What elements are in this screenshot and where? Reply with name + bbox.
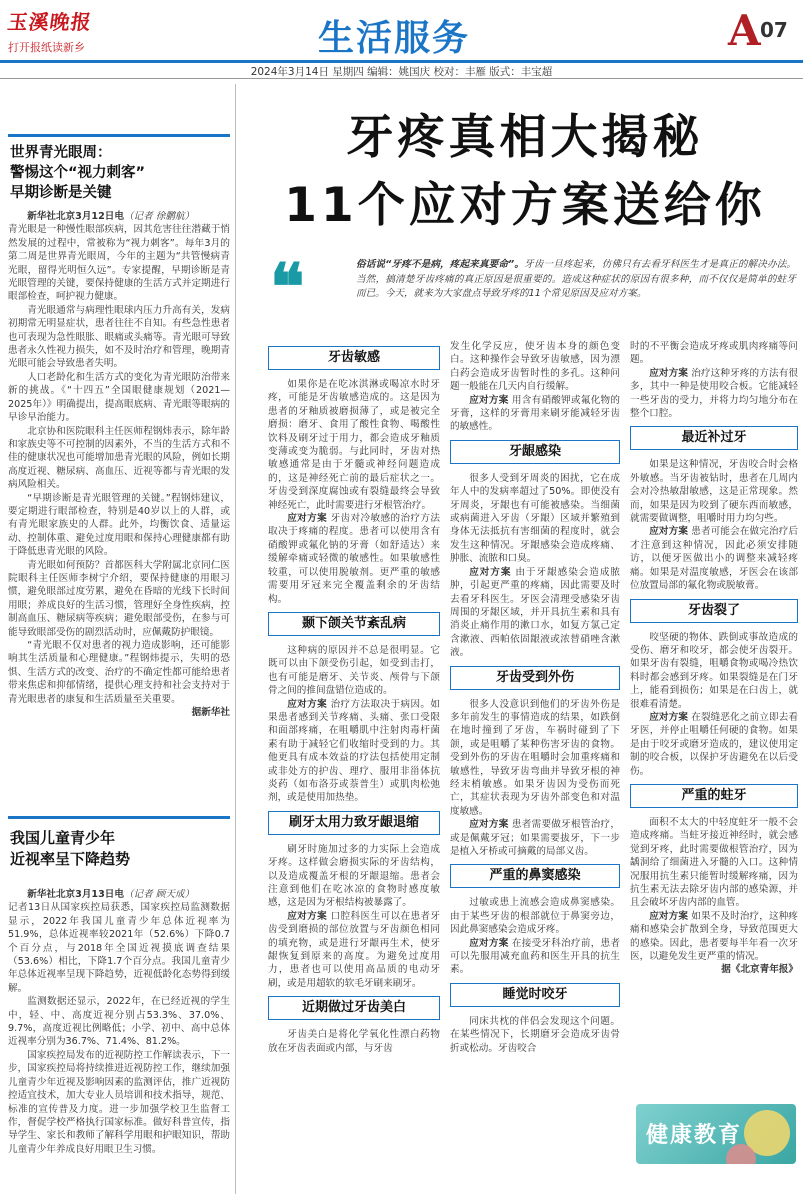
remedy-label: 应对方案: [649, 711, 689, 723]
paragraph: 发生化学反应，使牙齿本身的颜色变白。这种操作会导致牙齿敏感，因为漂白药会造成牙齿暂时性的多孔。这种问题一般能在几天内自行缓解。: [450, 341, 620, 393]
paragraph: 面积不太大的中轻度蛀牙一般不会造成疼痛。当蛀牙接近神经时，就会感觉到牙疼，此时需要做根管治疗，因为龋洞给了细菌进入牙髓的入口。这种情况服用抗生素只能暂时缓解疼痛，因为抗生素无法去除牙齿内部的感染源，并且会破坏牙齿内部的血管。: [630, 816, 798, 909]
main-column-1: [268, 340, 440, 1055]
paragraph: 北京协和医院眼科主任医师程钢炜表示，除年龄和家族史等不可控制的因素外，不当的生活方式和不佳的健康状况也可能增加患青光眼的风险，例如长期高度近视、糖尿病、高血压、近视等都与青光眼的发病风险相关。: [8, 425, 230, 491]
remedy-text: 患者可能会在做完治疗后才注意到这种情况，因此必须安排随访，以便牙医做出小的调整来减轻疼痛。如果是对温度敏感，牙医会在该部位放置局部的氟化物或脱敏膏。: [630, 526, 799, 592]
header-divider: [0, 78, 803, 79]
paragraph: 过敏或患上流感会造成鼻窦感染。由于某些牙齿的根部就位于鼻窦旁边，因此鼻窦感染会造成牙疼。: [450, 897, 620, 936]
left-column: [8, 88, 230, 1194]
paragraph: 这种病的原因并不总是很明显。它既可以由下颌受伤引起，如受到击打，也有可能是磨牙、关节炎、颅骨与下颌骨之间的推间盘错位造成的。: [268, 644, 440, 697]
page-letter: A: [728, 6, 761, 55]
myopia-article-title[interactable]: [10, 828, 230, 870]
subhead-cracked-tooth: 牙齿裂了: [630, 599, 798, 623]
headline-line: 牙疼真相大揭秘: [346, 110, 704, 165]
intro-rest: 牙齿一旦疼起来，仿佛只有去看牙科医生才是真正的解决办法。当然，搞清楚牙齿疼痛的真正原因是很重要的。造成这种症状的原因有很多种，而不仅仅是简单的蛀牙而已。今天，就来为大家盘点导致牙疼的11个常见原因及应对方案。: [356, 259, 797, 299]
remedy-label: 应对方案: [287, 513, 328, 525]
remedy-text: 治疗方法取决于病因。如果患者感到关节疼痛、头痛、张口受限和面部疼痛，在咀嚼肌中注射肉毒杆菌素有助于减轻它们收缩时受到的力。其他更具有成本效益的疗法包括使用定制或非处方的护齿、理疗、服用非甾体抗炎药（如布洛芬或萘普生）或肌肉松弛剂，或是使用加热垫。: [268, 698, 441, 804]
paragraph: 青光眼如何预防？首都医科大学附属北京同仁医院眼科主任医师李树宁介绍，要保持健康的用眼习惯，避免眼部过度劳累，避免在昏暗的光线下长时间用眼；养成良好的生活习惯，管理好全身性疾病，控制高血压、糖尿病等疾病；避免眼部受伤，在参与可能导致眼部受伤的剧烈活动时，应佩戴防护眼镜。: [8, 559, 230, 638]
remedy-text: 牙齿对冷敏感的治疗方法取决于疼痛的程度。患者可以使用含有硝酸钾或氟化钠的牙膏（如舒适达）来缓解牵痛或轻微的敏感性。如果敏感性较重，可以使用脱敏剂。更严重的敏感需要用牙冠来完全覆盖剩余的牙齿结构。: [268, 513, 441, 605]
title-line: 警惕这个“视力刺客”: [10, 165, 146, 181]
byline-reporter: （记者 顾天成）: [123, 889, 195, 900]
subhead-sinus-infection: 严重的鼻窦感染: [450, 864, 620, 888]
intro-quote: 俗话说“牙疼不是病，疼起来真要命”。: [356, 259, 525, 270]
article-source: 据《北京青年报》: [721, 964, 798, 976]
paragraph: [268, 512, 440, 606]
paragraph: [268, 910, 440, 990]
paragraph: 刷牙时施加过多的力实际上会造成牙疼。这样做会磨损实际的牙齿结构，以及造成覆盖牙根的牙龈退缩。患者会注意到他们在吃冰凉的食物时感度敏感，这是因为牙根结构被暴露了。: [268, 843, 440, 909]
remedy-label: 应对方案: [649, 367, 689, 379]
paragraph: [268, 698, 440, 805]
paragraph: 国家疾控局发布的近视防控工作解读表示，下一步，国家疾控局将持续推进近视防控工作，继续加强儿童青少年近视及影响因素的监测评估，推广近视防控适宜技术，加大专业人员培训和技术指导，规范、标准的宣传普及力度。进一步加强学校卫生监督工作，督促学校严格执行国家标准。做好科普宣传，指导学生、家长和教师了解科学用眼和护眼知识，帮助儿童青少年养成良好用眼卫生习惯。: [8, 1049, 230, 1155]
article-rule: [8, 816, 230, 819]
title-line: 早期诊断是关键: [10, 185, 112, 201]
main-column-3: [630, 340, 798, 977]
paragraph: 如果你是在吃冰淇淋或喝凉水时牙疼，可能是牙齿敏感造成的。这是因为患者的牙釉质被磨损薄了，或是被完全磨损：磨牙、食用了酸性食物、喝酸性饮料及刷牙过于用力，都会造成牙釉质变薄或变为脆弱。与此同时，牙齿对热敏感通常是由于牙髓或神经问题造成的，这是神经死亡前的最后症状之一。牙齿受到深度腐蚀或有裂缝最终会导致神经死亡，此时需要进行牙根管治疗。: [268, 379, 440, 511]
paragraph: [450, 394, 620, 434]
subhead-tooth-sensitivity: 牙齿敏感: [268, 346, 440, 370]
paragraph: 青光眼通常与病理性眼球内压力升高有关，发病初期常无明显症状，患者往往不自知。有些急性患者也可表现为急性眼胀、眼痛或头痛等。青光眼可导致患者永久性视力损失，如不及时治疗和管理，晚期青光眼可能会导致患者失明。: [8, 304, 230, 370]
main-column-2: [450, 340, 620, 1055]
paragraph: 很多人受到牙周炎的困扰，它在成年人中的发病率超过了50%。即使没有牙周炎，牙龈也有可能被感染。当细菌或病菌进入牙齿（牙龈）区域并繁殖到身体无法抵抗有害细菌的程度时，就会发生这种情况。牙龈感染会造成疼痛、肿胀、流脓和口臭。: [450, 472, 620, 565]
paragraph: [630, 910, 798, 964]
remedy-text: 在接受牙科治疗前，患者可以先服用减充血药和医生开具的抗生素。: [450, 937, 620, 976]
byline-source: 新华社北京3月13日电: [27, 889, 124, 900]
logo-slogan: 打开报纸读新乡: [8, 41, 85, 54]
remedy-label: 应对方案: [469, 819, 509, 831]
remedy-label: 应对方案: [469, 937, 509, 949]
paragraph: [630, 367, 798, 421]
paragraph: 如果是这种情况，牙齿咬合时会格外敏感。当牙齿被钻时，患者在几周内会对冷热敏甜敏感，这是正常现象。然而，如果是因为咬到了硬东西而敏感，就需要做调整，咀嚼时用力均匀些。: [630, 459, 798, 525]
health-education-badge: [636, 1104, 796, 1164]
byline-reporter: （记者 徐鹏航）: [123, 211, 195, 222]
paragraph: [450, 937, 620, 977]
subhead-tooth-trauma: 牙齿受到外伤: [450, 666, 620, 690]
paragraph: 同床共枕的伴侣会发现这个问题。在某些情况下，长期磨牙会造成牙齿骨折或松动。牙齿咬合: [450, 1015, 620, 1054]
paragraph: 时的不平衡会造成牙疼或肌肉疼痛等问题。: [630, 341, 798, 366]
paragraph: 牙齿美白是将化学氧化性漂白药物放在牙齿表面或内部，与牙齿: [268, 1029, 440, 1054]
title-line: 世界青光眼周：: [10, 145, 112, 161]
main-headline[interactable]: [250, 108, 800, 236]
remedy-label: 应对方案: [287, 910, 328, 922]
subhead-brushing: 刷牙太用力致牙龈退缩: [268, 811, 440, 835]
remedy-label: 应对方案: [287, 698, 328, 710]
paragraph: 监测数据还显示，2022年，在已经近视的学生中，轻、中、高度近视分别占53.3%、37.0%、9.7%，高度近视比例略低；小学、初中、高中总体近视率分别为36.7%、71.4%、81.2%。: [8, 996, 230, 1048]
page-number: 07: [760, 18, 788, 42]
column-divider: [235, 84, 236, 1194]
myopia-article-body: [8, 888, 230, 1156]
title-line: 近视率呈下降趋势: [10, 850, 131, 868]
masthead: [0, 0, 803, 80]
article-source: 据新华社: [191, 707, 230, 719]
paragraph: [450, 818, 620, 858]
paragraph: 青光眼是一种慢性眼部疾病，因其危害往往潜藏于悄然发展的过程中，常被称为“视力刺客”。每年3月的第二周是世界青光眼周，今年的主题为“共管慢病青光眼，留得光明恒久远”。专家提醒，早期诊断是青光眼管理的关键，要保持健康的生活方式并定期进行眼部检查，呵护视力健康。: [8, 224, 230, 303]
logo-text: 玉溪晚报: [6, 10, 94, 34]
remedy-text: 治疗这种牙疼的方法有很多，其中一种是使用咬合板。它能减轻一些牙齿的受力，并将力均匀地分布在整个口腔。: [630, 367, 799, 420]
header-rule: [0, 60, 803, 63]
remedy-text: 患者需要做牙根管治疗，或是佩戴牙冠；如果需要拔牙，下一步是植入牙桥或可摘戴的局部义齿。: [450, 819, 620, 857]
paragraph: [8, 888, 230, 901]
paragraph: “青光眼不仅对患者的视力造成影响，还可能影响其生活质量和心理健康。”程钢炜提示，失明的恐惧、生活方式的改变、治疗的不确定性都可能给患者带来焦虑和抑郁情绪，提供心理支持和社会支持对于青光眼患者的康复和生活质量至关重要。: [8, 640, 230, 705]
intro-box: [268, 250, 798, 325]
glaucoma-article-body: [8, 210, 230, 719]
paragraph: 咬坚硬的物体、跌倒或事故造成的受伤、磨牙和咬牙，都会使牙齿裂开。如果牙齿有裂缝，咀嚼食物或喝冷热饮料时都会感到牙疼。如果裂缝是在门牙上，能看到损伤；如果是在臼齿上，就很难看清楚。: [630, 631, 798, 710]
remedy-text: 由于牙龈感染会造成脓肿，引起更严重的疼痛，因此需要及时去看牙科医生。牙医会清理受感染牙齿周围的牙龈区域，并开具抗生素和具有消炎止痛作用的漱口水，如复方氯己定含漱液、西帕依固龈液或浓替硝唑含漱液。: [450, 566, 620, 659]
article-rule: [8, 134, 230, 137]
byline-source: 新华社北京3月12日电: [27, 211, 124, 222]
subhead-bruxism: 睡觉时咬牙: [450, 983, 620, 1007]
remedy-label: 应对方案: [469, 394, 509, 406]
intro-text: [356, 258, 796, 302]
headline-line: 11个应对方案送给你: [284, 178, 766, 233]
dateline: 2024年3月14日 星期四 编辑：姚国庆 校对：丰雁 版式：丰宝超: [250, 66, 553, 78]
newspaper-logo[interactable]: [8, 6, 116, 56]
paragraph: [450, 566, 620, 660]
section-title: 生活服务: [318, 18, 471, 59]
quote-icon: ❝: [270, 250, 305, 325]
remedy-text: 如果不及时治疗，这种疼痛和感染会扩散到全身，导致范围更大的感染。因此，患者要每半年看一次牙医，以避免发生更严重的情况。: [630, 910, 799, 963]
remedy-label: 应对方案: [469, 566, 512, 578]
paragraph: “早期诊断是青光眼管理的关键。”程钢炜建议，要定期进行眼部检查，特别是40岁以上的人群，或有青光眼家族史的人群。此外，均衡饮食、适量运动、控制体重、避免过度用眼和保持心理健康都有助于降低患青光眼的风险。: [8, 492, 230, 558]
paragraph: 很多人没意识到他们的牙齿外伤是多年前发生的事情造成的结果，如跌倒在地时撞到了牙齿，车祸时碰到了下颌，或是咀嚼了某种伤害牙齿的食物。受到外伤的牙齿在咀嚼时会加重疼痛和敏感性，导致牙齿弯曲并导致牙根的神经末梢敏感。如果牙齿因为受伤而死亡，其症状表现为牙齿外部变色和对温度敏感。: [450, 698, 620, 817]
paragraph: 人口老龄化和生活方式的变化为青光眼防治带来新的挑战。《“十四五”全国眼健康规划（2021—2025年）》明确提出，提高眼底病、青光眼等眼病的早诊早治能力。: [8, 371, 230, 424]
paragraph: [630, 525, 798, 592]
subhead-whitening: 近期做过牙齿美白: [268, 996, 440, 1020]
subhead-recent-filling: 最近补过牙: [630, 426, 798, 450]
remedy-text: 在裂缝恶化之前立即去看牙医，并停止咀嚼任何硬的食物。如果是由于咬牙或磨牙造成的，建议使用定制的咬合板，以保护牙齿避免在以后受伤。: [630, 711, 799, 777]
subhead-tmj: 颞下颌关节紊乱病: [268, 612, 440, 636]
subhead-gum-infection: 牙龈感染: [450, 440, 620, 464]
glaucoma-article-title[interactable]: [10, 143, 230, 203]
subhead-cavities: 严重的蛀牙: [630, 784, 798, 808]
remedy-text: 用含有硝酸钾或氟化物的牙膏，这样的牙膏用来刷牙能减轻牙齿的敏感性。: [450, 394, 620, 433]
remedy-text: 口腔科医生可以在患者牙齿受到磨损的部位放置与牙齿颜色相同的填充物，或是进行牙龈再生术，使牙龈恢复到原来的高度。为避免过度用力，患者也可以使用高品质的电动牙刷，或是用超软的软毛牙刷来刷牙。: [268, 910, 441, 989]
paragraph: [630, 711, 798, 778]
paragraph: 记者13日从国家疾控局获悉，国家疾控局监测数据显示，2022年我国儿童青少年总体近视率为51.9%，总体近视率较2021年（52.6%）下降0.7个百分点，与2018年全国近视摸底调查结果（53.6%）相比，下降1.7个百分点。我国儿童青少年总体近视率呈现下降趋势，近视低龄化态势得到缓解。: [8, 902, 230, 994]
title-line: 我国儿童青少年: [10, 829, 116, 847]
badge-label: 健康教育: [646, 1123, 743, 1148]
paragraph: [8, 210, 230, 223]
remedy-label: 应对方案: [649, 910, 689, 922]
remedy-label: 应对方案: [649, 526, 689, 538]
